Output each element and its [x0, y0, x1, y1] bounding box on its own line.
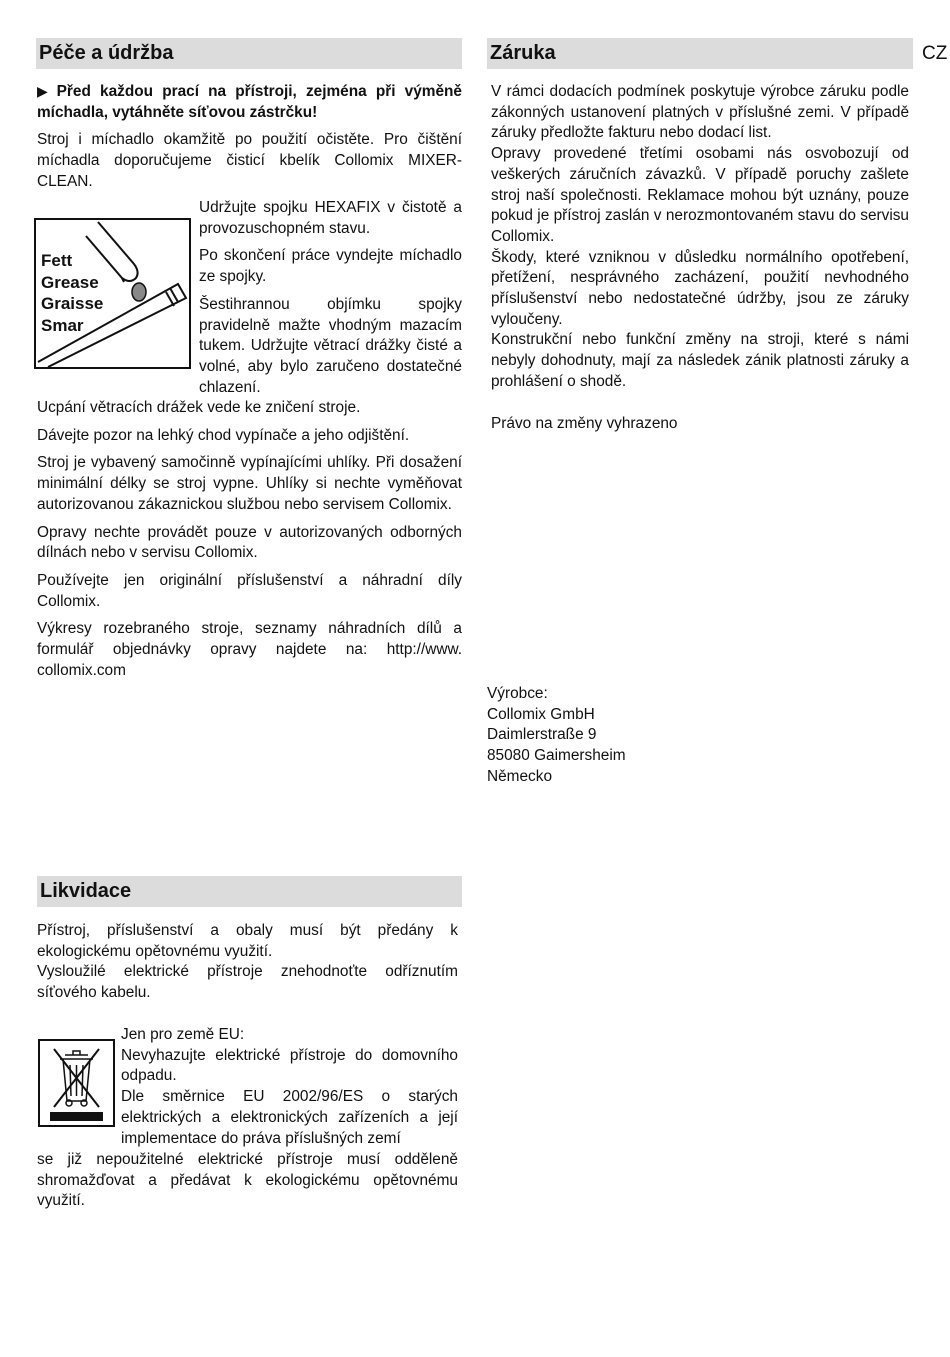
care-paragraph-parts: Používejte jen originální příslušenství a náhradní díly Collomix.: [37, 571, 462, 610]
warranty-heading: Záruka: [487, 38, 913, 69]
warranty-paragraph-terms: V rámci dodacích podmínek poskytuje výrobce záruku podle zákonných ustanovení platných v příslušné zemi. V případě záruky předložte fakturu nebo dodací list.: [491, 83, 909, 142]
disposal-eu-label: Jen pro země EU:: [121, 1026, 245, 1043]
weee-bin-icon: [38, 1039, 115, 1127]
care-paragraph-brushes: Stroj je vybavený samočinně vypínajícími uhlíky. Při dosažení minimální délky se stroj vypne. Uhlíky si nechte vyměňovat autorizovanou zákaznickou službou nebo servisem Collomix.: [37, 454, 462, 513]
manufacturer-company: Collomix GmbH: [487, 705, 595, 723]
manufacturer-street: Daimlerstraße 9: [487, 726, 597, 744]
manufacturer-city: 85080 Gaimersheim: [487, 747, 626, 765]
warranty-block: [491, 82, 909, 393]
grease-label-pl: Smar: [41, 315, 84, 335]
care-paragraph-grease: Šestihrannou objímku spojky pravidelně mažte vhodným mazacím tukem. Udržujte větrací drážky čisté a volné, aby bylo zaručeno dostatečné chlazení.: [199, 295, 462, 396]
manufacturer-address: [487, 684, 787, 788]
manufacturer-label: Výrobce:: [487, 685, 548, 702]
disposal-eu-block: [121, 1025, 458, 1149]
disposal-eu-directive: Dle směrnice EU 2002/96/ES o starých elektrických a elektronických zařízeních a její implementace do práva příslušných zemí: [121, 1088, 458, 1147]
care-side-block: [199, 198, 462, 398]
grease-label-list: [41, 250, 141, 336]
grease-label-fr: Graisse: [41, 294, 104, 313]
care-bottom-block: [37, 398, 462, 681]
care-paragraph-hexafix: Udržujte spojku HEXAFIX v čistotě a provozuschopném stavu.: [199, 199, 462, 237]
warranty-paragraph-damage: Škody, které vzniknou v důsledku normálního opotřebení, přetížení, nesprávného zacházení, použití nevhodného příslušenství nebo nedostatečné údržby, jsou ze záruky vyloučeny.: [491, 248, 909, 328]
care-paragraph-switch: Dávejte pozor na lehký chod vypínače a jeho odjištění.: [37, 426, 410, 444]
care-heading: Péče a údržba: [36, 38, 462, 69]
manufacturer-country: Německo: [487, 767, 553, 785]
warranty-paragraph-changes: Konstrukční nebo funkční změny na stroji, které s námi nebyly dohodnuty, mají za následek zánik platnosti záruky a prohlášení o shodě.: [491, 331, 909, 390]
disposal-eu-collect: se již nepoužitelné elektrické přístroje musí odděleně shromažďovat a předávat k ekologickému opětovnému využití.: [37, 1151, 458, 1210]
disposal-eu-continuation: [37, 1150, 458, 1212]
warranty-reserved: Právo na změny vyhrazeno: [491, 415, 678, 432]
care-paragraph-repairs: Opravy nechte provádět pouze v autorizovaných odborných dílnách nebo v servisu Collomix.: [37, 523, 462, 562]
care-paragraph-drawings: Výkresy rozebraného stroje, seznamy náhradních dílů a formulář objednávky opravy najdete na: http://www. collomix.com: [37, 620, 462, 679]
care-top-block: [37, 81, 462, 193]
disposal-top-block: [37, 921, 458, 1004]
grease-label-en: Grease: [41, 272, 99, 292]
warning-text: ▶ Před každou prací na přístroji, zejména při výměně míchadla, vytáhněte síťovou zástrčku!: [37, 83, 462, 121]
disposal-paragraph-cable: Vysloužilé elektrické přístroje znehodnoťte odříznutím síťového kabelu.: [37, 963, 458, 1002]
language-code: CZ: [922, 43, 948, 64]
warranty-paragraph-third-party: Opravy provedené třetími osobami nás osvobozují od veškerých záručních závazků. V případě poruchy zašlete stroj naší společnosti. Reklamace mohou být uznány, pouze pokud je přístroj zaslán v nerozmontovaném stavu do servisu Collomix.: [491, 145, 909, 245]
care-paragraph-remove: Po skončení práce vyndejte míchadlo ze spojky.: [199, 247, 462, 286]
care-paragraph-cleaning: Stroj i míchadlo okamžitě po použití očistěte. Pro čištění míchadla doporučujeme čisticí kbelík Collomix MIXER-CLEAN.: [37, 131, 462, 190]
warning-triangle-icon: ▶: [37, 83, 53, 99]
disposal-heading: Likvidace: [37, 876, 462, 907]
care-paragraph-vents: Ucpání větracích drážek vede ke zničení stroje.: [37, 399, 361, 416]
grease-label-de: Fett: [41, 251, 73, 270]
disposal-paragraph-recycle: Přístroj, příslušenství a obaly musí být předány k ekologickému opětovnému využití.: [37, 922, 458, 960]
disposal-eu-household: Nevyhazujte elektrické přístroje do domovního odpadu.: [121, 1046, 458, 1085]
